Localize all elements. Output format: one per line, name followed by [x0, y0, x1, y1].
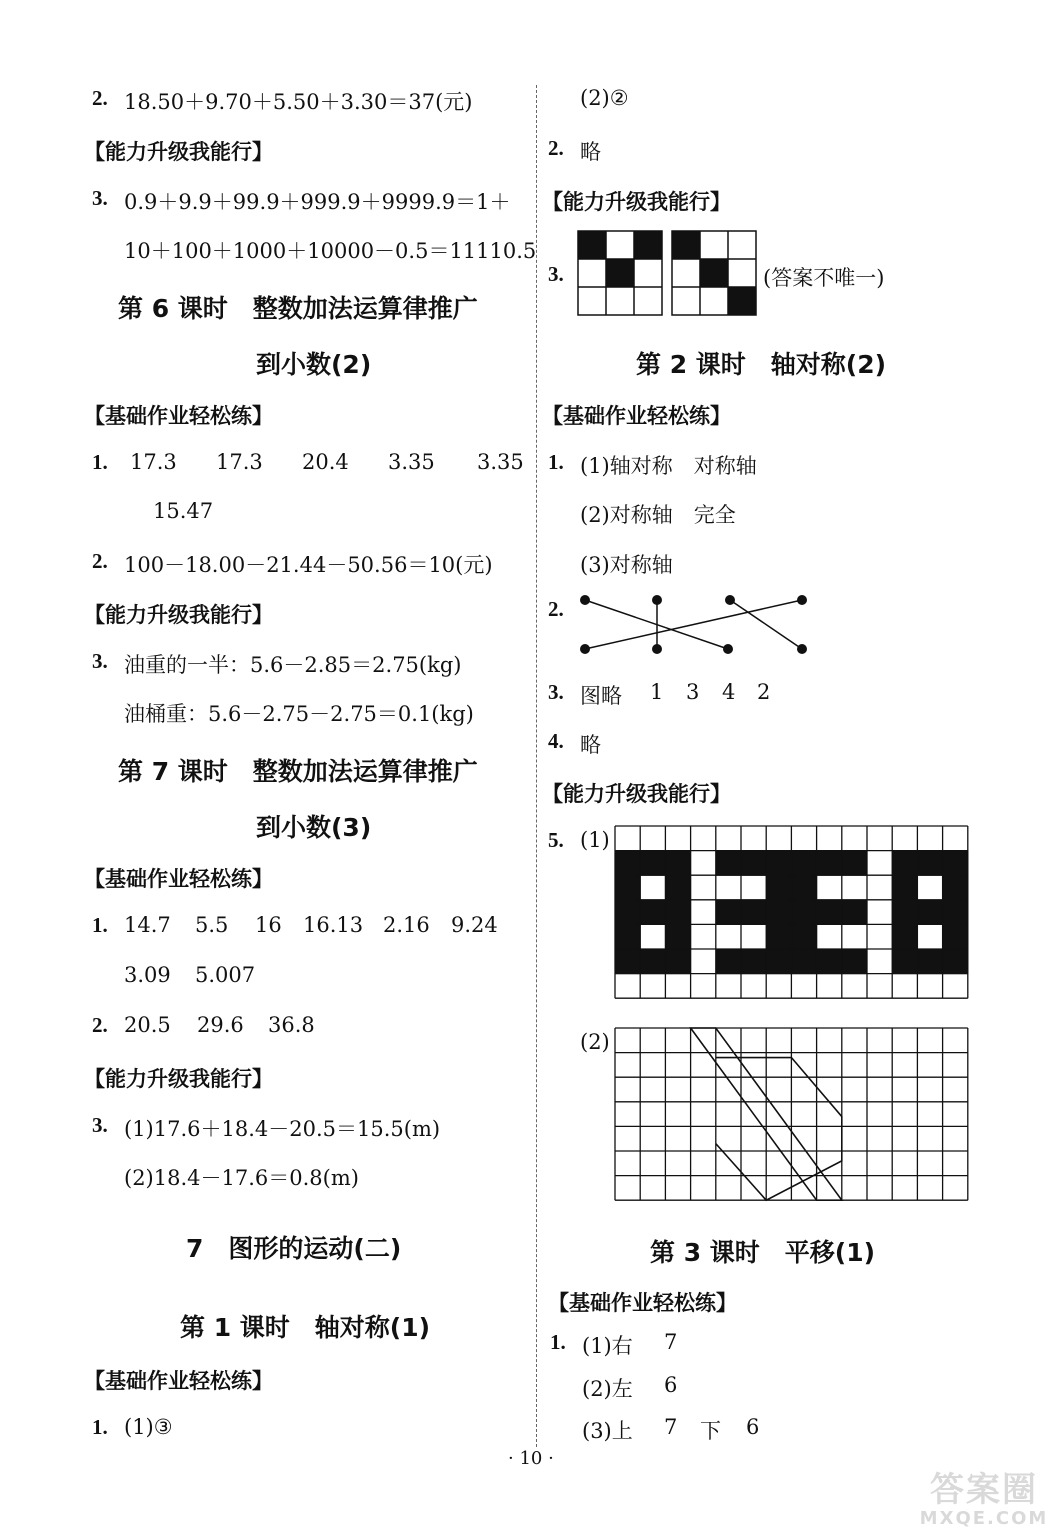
grid-figure-symmetric — [615, 826, 969, 1001]
section-heading-ability: 【能力升级我能行】 — [84, 603, 273, 627]
dot — [652, 595, 662, 605]
column-divider — [536, 85, 537, 1447]
dot — [797, 644, 807, 654]
filled-cell — [634, 231, 662, 259]
filled-cell — [640, 949, 666, 974]
question-number: 1. — [548, 450, 564, 474]
dot — [725, 595, 735, 605]
filled-cell — [791, 900, 817, 925]
section-heading-basic: 【基础作业轻松练】 — [542, 404, 731, 428]
filled-cell — [917, 900, 943, 925]
filled-cell — [766, 851, 792, 876]
dot — [723, 644, 733, 654]
question-number: 1. — [92, 450, 108, 474]
answer-value: 14.7 — [124, 913, 171, 937]
grid-figure-a — [578, 231, 662, 315]
answer-value: 5.5 — [195, 913, 229, 937]
answer-text: 10＋100＋1000＋10000－0.5＝11110.5 — [124, 239, 537, 263]
answer-text: 100－18.00－21.44－50.56＝10(元) — [124, 553, 493, 577]
filled-cell — [943, 924, 969, 949]
question-number: 3. — [548, 680, 564, 704]
answer-value: 3.35 — [477, 450, 524, 474]
filled-cell — [917, 949, 943, 974]
translated-shape — [716, 1058, 842, 1201]
answer-text: (2)② — [580, 86, 629, 110]
answer-text: (1)轴对称 对称轴 — [580, 454, 757, 478]
filled-cell — [791, 875, 817, 900]
filled-cell — [615, 900, 641, 925]
dot — [797, 595, 807, 605]
answer-text: 18.50＋9.70＋5.50＋3.30＝37(元) — [124, 90, 473, 114]
question-number: 1. — [92, 1415, 108, 1439]
filled-cell — [578, 231, 606, 259]
dot — [580, 644, 590, 654]
answer-value: 16 — [255, 913, 282, 937]
filled-cell — [943, 875, 969, 900]
lesson-title: 第 6 课时 整数加法运算律推广 — [118, 294, 478, 323]
answer-value: 2.16 — [383, 913, 430, 937]
filled-cell — [700, 259, 728, 287]
answer-value: 3 — [686, 680, 700, 704]
question-number: 2. — [92, 1013, 108, 1037]
question-number: 3. — [548, 262, 564, 286]
answer-value: 3.35 — [388, 450, 435, 474]
filled-cell — [943, 851, 969, 876]
filled-cell — [665, 949, 691, 974]
lesson-title: 第 3 课时 平移(1) — [650, 1238, 876, 1267]
answer-value: 6 — [664, 1373, 678, 1397]
answer-value: 3.09 — [124, 963, 171, 987]
answer-text: 0.9＋9.9＋99.9＋999.9＋9999.9＝1＋ — [124, 190, 511, 214]
answer-text: (1) — [580, 828, 610, 852]
lesson-title: 第 1 课时 轴对称(1) — [180, 1313, 431, 1342]
section-heading-ability: 【能力升级我能行】 — [84, 140, 273, 164]
filled-cell — [842, 900, 868, 925]
answer-text: 油桶重：5.6－2.75－2.75＝0.1(kg) — [124, 702, 474, 726]
filled-cell — [615, 924, 641, 949]
question-number: 5. — [548, 828, 564, 852]
filled-cell — [892, 900, 918, 925]
answer-value: 1 — [650, 680, 664, 704]
question-number: 2. — [548, 136, 564, 160]
answer-value: 20.4 — [302, 450, 349, 474]
page-number: · 10 · — [508, 1448, 554, 1469]
filled-cell — [791, 924, 817, 949]
question-number: 3. — [92, 1113, 108, 1137]
answer-value: 2 — [757, 680, 771, 704]
answer-value: 9.24 — [451, 913, 498, 937]
filled-cell — [791, 851, 817, 876]
filled-cell — [615, 949, 641, 974]
filled-cell — [716, 900, 742, 925]
watermark-logo: 答案圈 MXQE.COM — [919, 1470, 1049, 1529]
filled-cell — [640, 900, 666, 925]
filled-cell — [817, 949, 843, 974]
filled-cell — [892, 949, 918, 974]
answer-value: 4 — [722, 680, 736, 704]
answer-value: 17.3 — [216, 450, 263, 474]
section-heading-basic: 【基础作业轻松练】 — [548, 1291, 737, 1315]
answer-text: (2)对称轴 完全 — [580, 503, 736, 527]
filled-cell — [640, 851, 666, 876]
filled-cell — [842, 949, 868, 974]
section-heading-basic: 【基础作业轻松练】 — [84, 1369, 273, 1393]
answer-text: (1)17.6＋18.4－20.5＝15.5(m) — [124, 1117, 441, 1141]
lesson-title: 第 7 课时 整数加法运算律推广 — [118, 757, 478, 786]
section-heading-ability: 【能力升级我能行】 — [542, 190, 731, 214]
filled-cell — [672, 231, 700, 259]
answer-note: (答案不唯一) — [763, 266, 885, 290]
filled-cell — [892, 851, 918, 876]
filled-cell — [741, 949, 767, 974]
answer-text: 油重的一半：5.6－2.85＝2.75(kg) — [124, 653, 462, 677]
answer-text: 略 — [580, 140, 601, 164]
answer-text: (1)右 — [582, 1334, 633, 1358]
filled-cell — [741, 900, 767, 925]
grid-figure-b — [672, 231, 756, 315]
filled-cell — [665, 900, 691, 925]
question-number: 1. — [550, 1330, 566, 1354]
section-heading-ability: 【能力升级我能行】 — [542, 782, 731, 806]
filled-cell — [817, 900, 843, 925]
answer-value: 15.47 — [153, 499, 214, 523]
question-number: 1. — [92, 913, 108, 937]
question-number: 3. — [92, 186, 108, 210]
answer-text: 下 — [700, 1419, 721, 1443]
filled-cell — [892, 875, 918, 900]
filled-cell — [943, 949, 969, 974]
filled-cell — [791, 949, 817, 974]
filled-cell — [817, 851, 843, 876]
answer-value: 16.13 — [303, 913, 364, 937]
answer-text: (3)对称轴 — [580, 553, 673, 577]
question-number: 4. — [548, 729, 564, 753]
filled-cell — [766, 875, 792, 900]
lesson-title: 到小数(2) — [256, 350, 372, 379]
grid-figure-parallelogram — [615, 1028, 969, 1203]
matching-lines-figure — [575, 592, 815, 662]
answer-text: (2)18.4－17.6＝0.8(m) — [124, 1166, 359, 1190]
answer-value: 20.5 — [124, 1013, 171, 1037]
section-heading-basic: 【基础作业轻松练】 — [84, 404, 273, 428]
filled-cell — [615, 875, 641, 900]
answer-value: 5.007 — [195, 963, 256, 987]
answer-value: 7 — [664, 1415, 678, 1439]
question-number: 2. — [548, 597, 564, 621]
filled-cell — [766, 900, 792, 925]
filled-cell — [892, 924, 918, 949]
filled-cell — [606, 259, 634, 287]
dot — [652, 644, 662, 654]
question-number: 2. — [92, 86, 108, 110]
question-number: 3. — [92, 649, 108, 673]
lesson-title: 第 2 课时 轴对称(2) — [636, 350, 887, 379]
filled-cell — [766, 924, 792, 949]
filled-cell — [741, 851, 767, 876]
filled-cell — [842, 851, 868, 876]
dot — [580, 595, 590, 605]
answer-value: 7 — [664, 1330, 678, 1354]
filled-cell — [943, 900, 969, 925]
section-heading-basic: 【基础作业轻松练】 — [84, 867, 273, 891]
section-heading-ability: 【能力升级我能行】 — [84, 1067, 273, 1091]
answer-text: 略 — [580, 733, 601, 757]
filled-cell — [665, 924, 691, 949]
filled-cell — [766, 949, 792, 974]
answer-text: 图略 — [580, 684, 622, 708]
lesson-title: 到小数(3) — [256, 813, 372, 842]
filled-cell — [615, 851, 641, 876]
answer-value: 36.8 — [268, 1013, 315, 1037]
answer-value: 6 — [746, 1415, 760, 1439]
filled-cell — [665, 851, 691, 876]
filled-cell — [728, 287, 756, 315]
answer-text: (1)③ — [124, 1415, 173, 1439]
answer-value: 29.6 — [197, 1013, 244, 1037]
answer-value: 17.3 — [130, 450, 177, 474]
answer-text: (3)上 — [582, 1419, 633, 1443]
filled-cell — [716, 851, 742, 876]
question-number: 2. — [92, 549, 108, 573]
chapter-title: 7 图形的运动(二) — [186, 1234, 402, 1263]
answer-text: (2)左 — [582, 1377, 633, 1401]
filled-cell — [716, 949, 742, 974]
answer-text: (2) — [580, 1030, 610, 1054]
filled-cell — [917, 851, 943, 876]
filled-cell — [665, 875, 691, 900]
